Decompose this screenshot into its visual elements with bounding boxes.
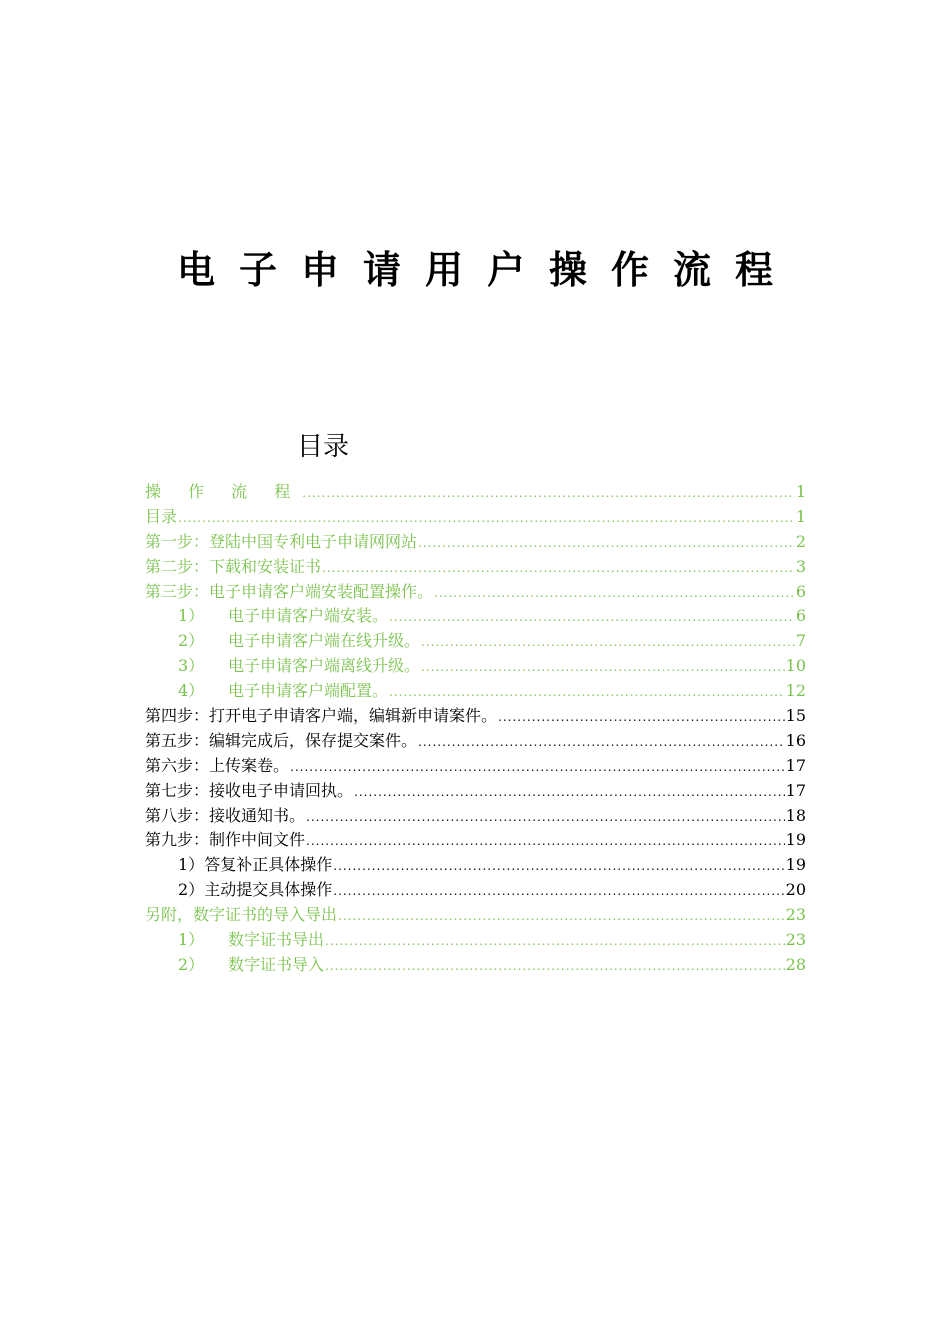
toc-entry[interactable] — [145, 679, 806, 704]
toc-entry[interactable] — [145, 804, 806, 829]
toc-entry-page-number: 17 — [785, 780, 806, 800]
dot-leader — [418, 531, 795, 556]
toc-entry[interactable] — [145, 604, 806, 629]
toc-entry-label: 答复补正具体操作 — [204, 855, 333, 875]
dot-leader — [498, 705, 785, 730]
dot-leader — [421, 655, 785, 680]
toc-entry-label: 第九步：制作中间文件 — [145, 830, 306, 850]
toc-entry-label: 数字证书导出 — [228, 930, 325, 950]
dot-leader — [333, 879, 784, 904]
toc-entry-page-number: 10 — [785, 656, 806, 676]
toc-entry-label: 操 作 流 程 — [145, 482, 302, 501]
toc-entry[interactable] — [145, 754, 806, 779]
toc-entry-page-number: 15 — [785, 706, 806, 726]
toc-entry-label: 第七步：接收电子申请回执。 — [145, 780, 354, 800]
toc-entry-page-number: 7 — [795, 631, 806, 651]
dot-leader — [434, 581, 795, 606]
toc-entry-number: 4） — [178, 681, 205, 701]
document-title: 电子申请用户操作流程 — [176, 248, 797, 292]
dot-leader — [302, 481, 795, 506]
toc-entry-label: 电子申请客户端配置。 — [228, 681, 389, 701]
toc-entry-page-number: 2 — [795, 531, 806, 551]
toc-entry[interactable] — [145, 555, 806, 580]
dot-leader — [421, 630, 795, 655]
toc-entry-label: 第四步：打开电子申请客户端，编辑新申请案件。 — [145, 706, 498, 726]
toc-entry[interactable] — [145, 903, 806, 928]
toc-entry[interactable] — [145, 704, 806, 729]
toc-entry-number: 1） — [178, 606, 205, 626]
toc-entry-page-number: 12 — [785, 681, 806, 701]
toc-entry-label: 第二步：下载和安装证书 — [145, 556, 322, 576]
dot-leader — [338, 904, 785, 929]
toc-entry[interactable] — [145, 878, 806, 903]
toc-entry-label: 第八步：接收通知书。 — [145, 805, 306, 825]
dot-leader — [306, 829, 785, 854]
toc-entry[interactable] — [145, 953, 806, 978]
toc-entry-page-number: 18 — [785, 805, 806, 825]
dot-leader — [290, 755, 785, 780]
toc-entry[interactable] — [145, 779, 806, 804]
toc-entry-number: 2） — [178, 954, 205, 974]
toc-entry[interactable] — [145, 928, 806, 953]
dot-leader — [333, 854, 784, 879]
dot-leader — [322, 556, 795, 581]
toc-entry-label: 主动提交具体操作 — [204, 880, 333, 900]
toc-entry-page-number: 17 — [785, 755, 806, 775]
table-of-contents — [145, 480, 806, 978]
dot-leader — [178, 506, 795, 531]
toc-entry-label: 目录 — [145, 506, 178, 526]
toc-entry-page-number: 6 — [795, 606, 806, 626]
toc-entry-page-number: 16 — [785, 730, 806, 750]
toc-entry-label: 另附，数字证书的导入导出 — [145, 905, 338, 925]
toc-entry[interactable] — [145, 629, 806, 654]
toc-entry-label: 电子申请客户端在线升级。 — [228, 631, 421, 651]
dot-leader — [418, 730, 785, 755]
dot-leader — [389, 680, 785, 705]
toc-entry-number: 2） — [178, 631, 205, 651]
toc-entry-label: 数字证书导入 — [228, 954, 325, 974]
toc-entry[interactable] — [145, 654, 806, 679]
toc-entry-label: 第一步：登陆中国专利电子申请网网站 — [145, 531, 418, 551]
toc-entry[interactable] — [145, 530, 806, 555]
toc-heading: 目录 — [297, 432, 350, 462]
dot-leader — [389, 605, 795, 630]
toc-entry-page-number: 28 — [785, 954, 806, 974]
toc-entry[interactable] — [145, 853, 806, 878]
toc-entry-page-number: 3 — [795, 556, 806, 576]
toc-entry-number: 1） — [178, 930, 205, 950]
toc-entry-number: 2） — [178, 880, 205, 900]
dot-leader — [354, 780, 785, 805]
toc-entry-page-number: 1 — [795, 482, 806, 501]
dot-leader — [306, 805, 785, 830]
toc-entry-label: 第六步：上传案卷。 — [145, 755, 290, 775]
toc-entry-number: 1） — [178, 855, 205, 875]
toc-entry-page-number: 20 — [785, 880, 806, 900]
toc-entry-label: 第三步：电子申请客户端安装配置操作。 — [145, 581, 434, 601]
toc-entry[interactable] — [145, 480, 806, 505]
dot-leader — [325, 954, 785, 979]
toc-entry[interactable] — [145, 729, 806, 754]
dot-leader — [325, 929, 785, 954]
toc-entry[interactable] — [145, 580, 806, 605]
toc-entry[interactable] — [145, 828, 806, 853]
toc-entry[interactable] — [145, 505, 806, 530]
toc-entry-label: 第五步：编辑完成后，保存提交案件。 — [145, 730, 418, 750]
toc-entry-page-number: 23 — [785, 905, 806, 925]
toc-entry-number: 3） — [178, 656, 205, 676]
toc-entry-page-number: 19 — [785, 855, 806, 875]
toc-entry-page-number: 1 — [795, 506, 806, 526]
toc-entry-label: 电子申请客户端离线升级。 — [228, 656, 421, 676]
toc-entry-label: 电子申请客户端安装。 — [228, 606, 389, 626]
toc-entry-page-number: 6 — [795, 581, 806, 601]
toc-entry-page-number: 23 — [785, 930, 806, 950]
toc-entry-page-number: 19 — [785, 830, 806, 850]
